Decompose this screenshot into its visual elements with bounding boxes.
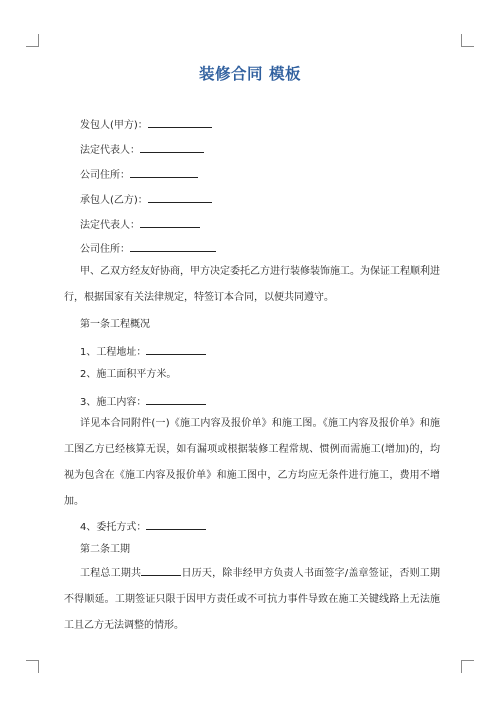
fill-blank bbox=[140, 216, 200, 228]
section1-item-content bbox=[80, 393, 206, 410]
section2-text-rest: 日历天，除非经甲方负责人书面签字/盖章签证，否则工期不得顺延。工期签证只限于因甲方责任或不可抗力事件导致在施工关键线路上无法施工且乙方无法调整的情形。 bbox=[64, 568, 441, 631]
crop-mark-bottom-right bbox=[461, 660, 474, 673]
field-label: 法定代表人： bbox=[80, 145, 140, 156]
item-label: 4、委托方式： bbox=[80, 522, 147, 533]
field-contractor bbox=[80, 191, 212, 208]
field-label: 法定代表人： bbox=[80, 220, 140, 231]
section1-item-address bbox=[80, 343, 206, 360]
crop-mark-bottom-left bbox=[26, 660, 39, 673]
fill-blank bbox=[148, 116, 212, 128]
fill-blank bbox=[140, 141, 204, 153]
section2-paragraph bbox=[64, 561, 440, 639]
field-contractor-address bbox=[80, 240, 216, 257]
fill-blank bbox=[146, 343, 206, 355]
fill-blank bbox=[146, 518, 206, 530]
fill-blank bbox=[130, 240, 216, 252]
item-label: 1、工程地址： bbox=[80, 347, 147, 358]
item-label: 3、施工内容： bbox=[80, 397, 147, 408]
field-contractor-representative bbox=[80, 216, 200, 233]
fill-blank bbox=[148, 191, 212, 203]
section1-item-entrust bbox=[80, 518, 206, 535]
fill-blank bbox=[146, 393, 206, 405]
field-label: 公司住所： bbox=[80, 170, 130, 181]
section1-heading: 第一条工程概况 bbox=[80, 319, 150, 330]
fill-blank bbox=[130, 166, 198, 178]
field-employer bbox=[80, 116, 212, 133]
fill-blank bbox=[141, 565, 181, 576]
field-label: 发包人(甲方)： bbox=[80, 120, 148, 131]
document-title: 装修合同 模板 bbox=[199, 65, 301, 83]
section1-detail-paragraph: 详见本合同附件(一)《施工内容及报价单》和施工图。《施工内容及报价单》和施工图乙方已经核算无误，如有漏项或根据装修工程常规、惯例而需施工(增加)的，均视为包含在《施工内容及报价单》和施工图中，乙方均应无条件进行施工，费用不增加。 bbox=[64, 418, 440, 507]
intro-paragraph: 甲、乙双方经友好协商，甲方决定委托乙方进行装修装饰施工。为保证工程顺利进行，根据国家有关法律规定，特签订本合同，以便共同遵守。 bbox=[64, 266, 440, 303]
section2-heading: 第二条工期 bbox=[80, 544, 130, 555]
field-label: 公司住所： bbox=[80, 244, 130, 255]
field-label: 承包人(乙方)： bbox=[80, 195, 148, 206]
section2-text-start: 工程总工期共 bbox=[80, 568, 142, 579]
field-employer-address bbox=[80, 166, 198, 183]
field-employer-representative bbox=[80, 141, 204, 158]
crop-mark-top-right bbox=[461, 34, 474, 47]
section1-item-area: 2、施工面积平方米。 bbox=[80, 369, 177, 380]
crop-mark-top-left bbox=[26, 34, 39, 47]
